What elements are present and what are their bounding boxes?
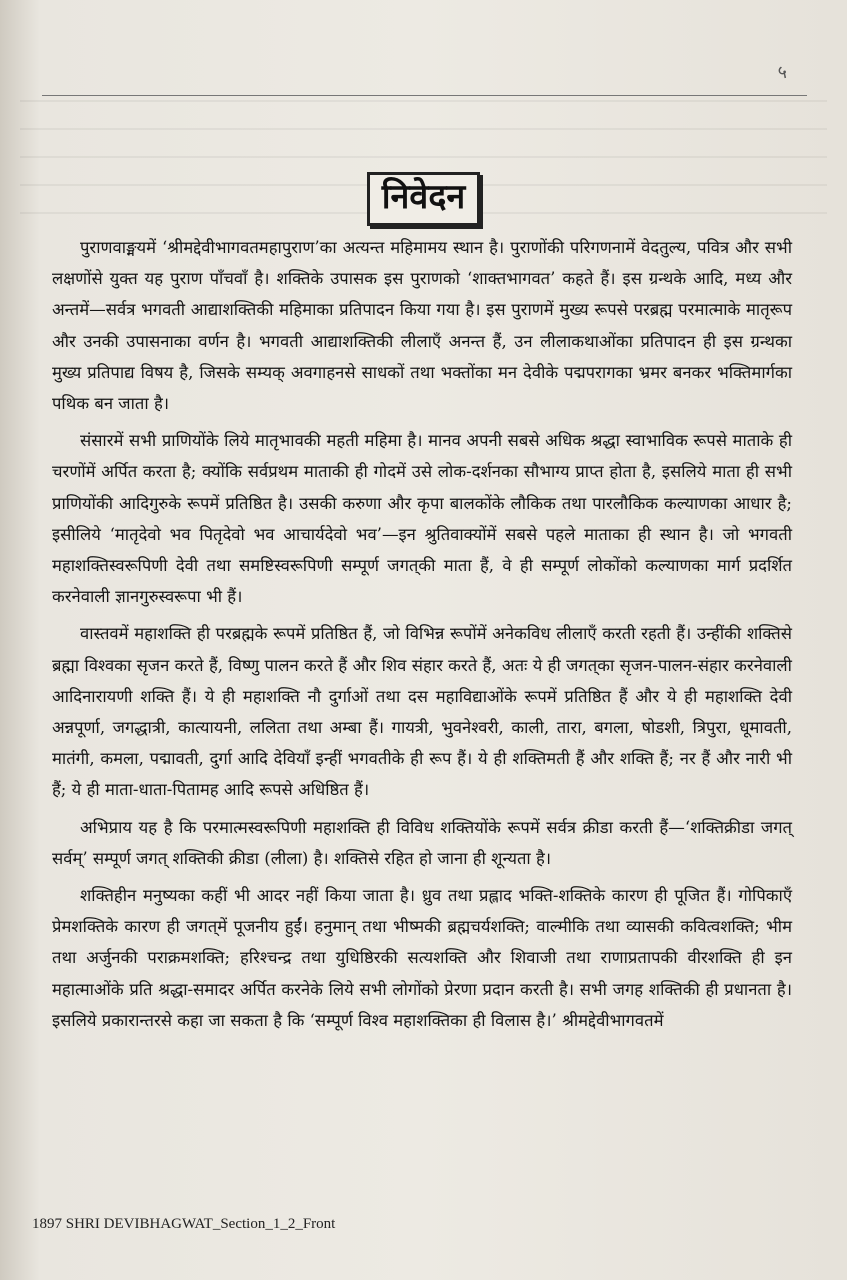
page-number: ५ (777, 62, 787, 83)
paragraph-2: संसारमें सभी प्राणियोंके लिये मातृभावकी महती महिमा है। मानव अपनी सबसे अधिक श्रद्धा स्वाभाविक रूपसे माताके ही चरणोंमें अर्पित करता है; क्योंकि सर्वप्रथम माताकी ही गोदमें उसे लोक-दर्शनका सौभाग्य प्राप्त होता है, इसलिये माता ही सभी प्राणियोंकी आदिगुरुके रूपमें प्रतिष्ठित है। उसकी करुणा और कृपा बालकोंके लौकिक तथा पारलौकिक कल्याणका आधार है; इसीलिये ‘मातृदेवो भव पितृदेवो भव आचार्यदेवो भव’—इन श्रुतिवाक्योंमें सबसे पहले माताका ही स्थान है। जो भगवती महाशक्तिस्वरूपिणी देवी तथा समष्टिस्वरूपिणी सम्पूर्ण जगत्‌की माता हैं, वे ही सम्पूर्ण लोकोंको कल्याणका मार्ग प्रदर्शित करनेवाली ज्ञानगुरुस्वरूपा भी हैं। (52, 431, 792, 607)
body-text (52, 232, 792, 1042)
header-rule (42, 95, 807, 96)
paragraph-5: शक्तिहीन मनुष्यका कहीं भी आदर नहीं किया जाता है। ध्रुव तथा प्रह्लाद भक्ति-शक्तिके कारण ही पूजित हैं। गोपिकाएँ प्रेमशक्तिके कारण ही जगत्‌में पूजनीय हुईं। हनुमान् तथा भीष्मकी ब्रह्मचर्यशक्ति; वाल्मीकि तथा व्यासकी कवित्वशक्ति; भीम तथा अर्जुनकी पराक्रमशक्ति; हरिश्चन्द्र तथा युधिष्ठिरकी सत्यशक्ति और शिवाजी तथा राणाप्रतापकी वीरशक्ति ही इन महात्माओंके प्रति श्रद्धा-समादर अर्पित करनेके लिये सभी लोगोंको प्रेरणा प्रदान करती है। सभी जगह शक्तिकी ही प्रधानता है। इसलिये प्रकारान्तरसे कहा जा सकता है कि ‘सम्पूर्ण विश्व महाशक्तिका ही विलास है।’ श्रीमद्देवीभागवतमें (52, 886, 792, 1030)
paragraph-4: अभिप्राय यह है कि परमात्मस्वरूपिणी महाशक्ति ही विविध शक्तियोंके रूपमें सर्वत्र क्रीडा करती हैं—‘शक्तिक्रीडा जगत् सर्वम्’ सम्पूर्ण जगत् शक्तिकी क्रीडा (लीला) है। शक्तिसे रहित हो जाना ही शून्यता है। (52, 817, 792, 868)
paragraph-1: पुराणवाङ्मयमें ‘श्रीमद्देवीभागवतमहापुराण’का अत्यन्त महिमामय स्थान है। पुराणोंकी परिगणनामें वेदतुल्य, पवित्र और सभी लक्षणोंसे युक्त यह पुराण पाँचवाँ है। शक्तिके उपासक इस पुराणको ‘शाक्तभागवत’ कहते हैं। इस ग्रन्थके आदि, मध्य और अन्तमें—सर्वत्र भगवती आद्याशक्तिकी महिमाका प्रतिपादन किया गया है। इस पुराणमें मुख्य रूपसे परब्रह्म परमात्माके मातृरूप और उनकी उपासनाका वर्णन है। भगवती आद्याशक्तिकी लीलाएँ अनन्त हैं, उन लीलाकथाओंका प्रतिपादन ही इस ग्रन्थका मुख्य प्रतिपाद्य विषय है, जिसके सम्यक् अवगाहनसे साधकों तथा भक्तोंका मन देवीके पद्मपरागका भ्रमर बनकर भक्तिमार्गका पथिक बन जाता है। (52, 238, 792, 414)
print-slug-footer: 1897 SHRI DEVIBHAGWAT_Section_1_2_Front (32, 1216, 336, 1232)
page-title: निवेदन (367, 172, 481, 226)
title-container (0, 172, 847, 226)
paragraph-3: वास्तवमें महाशक्ति ही परब्रह्मके रूपमें प्रतिष्ठित हैं, जो विभिन्न रूपोंमें अनेकविध लीलाएँ करती रहती हैं। उन्हींकी शक्तिसे ब्रह्मा विश्वका सृजन करते हैं, विष्णु पालन करते हैं और शिव संहार करते हैं, अतः ये ही जगत्‌का सृजन-पालन-संहार करनेवाली आदिनारायणी शक्ति हैं। ये ही महाशक्ति नौ दुर्गाओं तथा दस महाविद्याओंके रूपमें प्रतिष्ठित हैं और ये ही महाशक्ति देवी अन्नपूर्णा, जगद्धात्री, कात्यायनी, ललिता तथा अम्बा हैं। गायत्री, भुवनेश्वरी, काली, तारा, बगला, षोडशी, त्रिपुरा, धूमावती, मातंगी, कमला, पद्मावती, दुर्गा आदि देवियाँ इन्हीं भगवतीके ही रूप हैं। ये ही शक्तिमती हैं और शक्ति हैं; नर हैं और नारी भी हैं; ये ही माता-धाता-पितामह आदि रूपसे अधिष्ठित हैं। (52, 624, 792, 800)
